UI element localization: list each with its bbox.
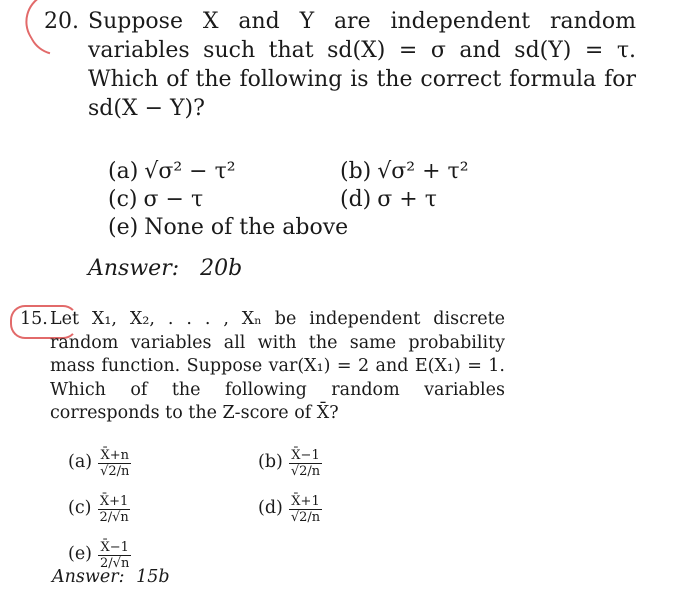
choice-text: √σ² − τ² [144,159,236,184]
choice-label: (b) [258,452,283,473]
choice-b [340,158,469,186]
answer-label: Answer: [52,567,125,587]
answer-label: Answer: [88,256,180,281]
answer-line [52,566,170,590]
fraction-numerator: X̄+1 [99,493,129,509]
choice-label: (a) [68,452,93,473]
choice-fraction [97,494,130,525]
choice-row [68,440,322,486]
answer-line [88,254,242,283]
choice-label: (c) [108,187,138,212]
choice-a [108,158,340,186]
choice-a [68,440,258,486]
answer-value: 15b [136,567,170,587]
question-number: 20. [44,9,79,34]
choice-label: (d) [258,498,283,519]
choice-fraction [289,494,322,525]
choice-label: (c) [68,498,92,519]
fraction-denominator: √2/n [290,509,321,525]
choice-row [108,214,469,242]
choice-text: None of the above [144,215,349,240]
choice-e [108,214,348,242]
fraction-numerator: X̄−1 [100,539,129,555]
choice-row [68,486,322,532]
fraction-denominator: √2/n [290,463,321,479]
choice-fraction [98,448,131,479]
choice-text: √σ² + τ² [377,159,469,184]
question-stem: Let X₁, X₂, . . . , Xₙ be independent discrete random variables all with the same probability mass function. Suppose var(X₁) = 2 and E(X₁) = 1. Which of the following random variables corresponds to the Z-score of X̄? [50,309,505,423]
choice-text: σ − τ [143,187,204,212]
choice-label: (b) [340,159,372,184]
choice-text: σ + τ [377,187,437,212]
fraction-numerator: X̄+n [100,447,130,463]
choice-c [108,186,340,214]
question-stem: Suppose X and Y are independent random variables such that sd(X) = σ and sd(Y) = τ. Which of the following is the correct formula for sd(X − Y)? [88,9,636,121]
choice-label: (e) [68,544,93,565]
choice-label: (a) [108,159,139,184]
choices [108,158,469,242]
fraction-denominator: 2/√n [99,509,129,525]
choices [68,440,322,578]
fraction-numerator: X̄+1 [291,493,320,509]
choice-b [258,440,322,486]
answer-value: 20b [200,256,243,281]
choice-row [108,186,469,214]
fraction-numerator: X̄−1 [291,447,320,463]
choice-label: (e) [108,215,139,240]
choice-d [258,486,322,532]
fraction-denominator: √2/n [100,463,130,479]
choice-label: (d) [340,187,372,212]
question-number: 15. [20,309,48,329]
fraction-denominator: 2/√n [100,555,130,571]
choice-c [68,486,258,532]
choice-fraction [289,448,322,479]
choice-d [340,186,437,214]
choice-row [108,158,469,186]
